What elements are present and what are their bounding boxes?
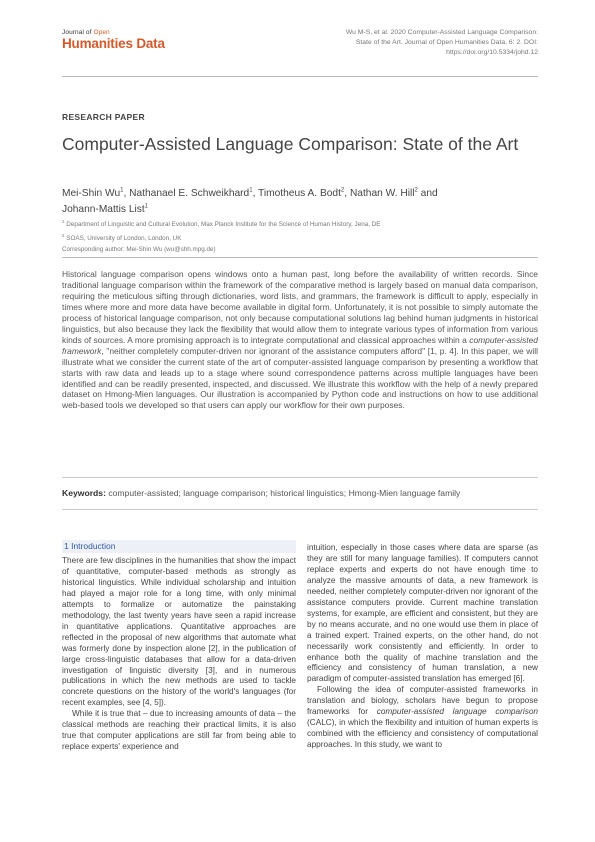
journal-open-word: Open: [93, 29, 110, 36]
header-divider: [62, 76, 538, 77]
author: Nathan W. Hill$^2$ and: [349, 188, 438, 200]
keywords: [62, 488, 538, 498]
affiliations: [62, 216, 532, 255]
journal-prefix: Journal of Open: [62, 29, 110, 36]
paragraph: intuition, especially in those cases where data are sparse (as they are still for many language families). If computers cannot replace experts and experts do not have enough time to analyze the massive amounts of data, a new framework is needed, neither completely computer-driven nor ignorant of the assistance computers provide. Current machine translation systems, for example, are efficient and consistent, but they are by no means accurate, and no one would use them in place of a trained expert. Trained experts, on the other hand, do not necessarily work consistently and efficiently. In order to enhance both the quality of machine translation and the efficiency and consistency of human translation, a new paradigm of computer-assisted translation has emerged [6].: [307, 543, 538, 684]
author: Timotheus A. Bodt$^2$,: [258, 188, 350, 200]
keywords-divider-top: [62, 477, 538, 478]
journal-name: Humanities Data: [62, 36, 165, 51]
corresponding-author: Corresponding author: Mei-Shin Wu (wu@shh.mpg.de): [62, 246, 216, 254]
author: Johann-Mattis List$^1$: [62, 203, 149, 216]
body-column-left: [62, 556, 296, 753]
affiliation-2: $^2$ SOAS, University of London, London, UK: [62, 233, 182, 243]
abstract-divider: [62, 257, 538, 258]
keywords-text: computer-assisted; language comparison; historical linguistics; Hmong-Mien language family: [105, 488, 461, 498]
paragraph: Following the idea of computer-assisted frameworks in translation and biology, scholars have begun to propose frameworks for computer-assisted language comparison (CALC), in which the flexibility and intuition of human experts is combined with the efficiency and consistency of computational approaches. In this study, we want to: [307, 685, 538, 750]
author: Mei-Shin Wu$^1$,: [62, 188, 130, 200]
doi-link[interactable]: https://doi.org/10.5334/johd.12: [446, 49, 538, 56]
abstract: Historical language comparison opens windows onto a human past, long before the availability of written records. Since traditional language comparison within the framework of the comparative method is largely based on manual data comparison, requiring the meticulous sifting through dictionaries, word lists, and grammars, the framework is difficult to apply, especially in times where more and more data have become available in digital form. Unfortunately, it is not possible to simply automate the process of historical language comparison, not only because computational solutions lag behind human judgments in historical linguistics, but also because they lack the flexibility that would allow them to integrate various types of information from various kinds of sources. A more promising approach is to integrate computational and classical approaches within a computer-assisted framework, "neither completely computer-driven nor ignorant of the assistance computers afford" [1, p. 4]. In this paper, we will illustrate what we consider the current state of the art of computer-assisted language comparison by presenting a workflow that starts with raw data and leads up to a stage where sound correspondence patterns across multiple languages have been identified and can be readily presented, inspected, and discussed. We illustrate this workflow with the help of a newly prepared dataset on Hmong-Mien languages. Our illustration is accompanied by Python code and instructions on how to use additional web-based tools we developed so that users can apply our workflow for their own purposes.: [62, 269, 538, 411]
section-heading-introduction: 1 Introduction: [62, 540, 296, 553]
paper-title: Computer-Assisted Language Comparison: State of the Art: [62, 134, 519, 154]
affiliation-1: $^1$ Department of Linguistic and Cultural Evolution, Max Planck Institute for the Science of Human History, Jena, DE: [62, 219, 381, 229]
paragraph: While it is true that – due to increasing amounts of data – the classical methods are reaching their practical limits, it is also true that computer applications are still far from being able to replace experts' experience and: [62, 709, 296, 752]
keywords-label: Keywords:: [62, 488, 106, 498]
body-column-right: [307, 543, 538, 751]
keywords-divider-bottom: [62, 509, 538, 510]
author: Nathanael E. Schweikhard$^1$,: [129, 188, 259, 200]
citation: Wu M-S, et al. 2020 Computer-Assisted Language Comparison: State of the Art. Journal of Open Humanities Data, 6: 2. DOI: https://doi.org/10.5334/johd.12: [323, 28, 538, 58]
paper-type: RESEARCH PAPER: [62, 112, 145, 122]
author-list: [62, 185, 532, 217]
paragraph: There are few disciplines in the humanities that show the impact of quantitative, computer-based methods as strongly as historical linguistics. While individual scholarship and intuition had played a major role for a long time, with only minimal attempts to formalize or automatize the painstaking methodology, the last twenty years have seen a rapid increase in quantitative applications. Quantitative approaches are reflected in the proposal of new algorithms that automate what was formerly done by inspection alone [2], in the publication of large cross-linguistic databases that allow for a data-driven investigation of linguistic diversity [3], and in numerous publications in which the new methods are used to tackle concrete questions on the history of the world's languages (for recent examples, see [4, 5]).: [62, 556, 296, 708]
